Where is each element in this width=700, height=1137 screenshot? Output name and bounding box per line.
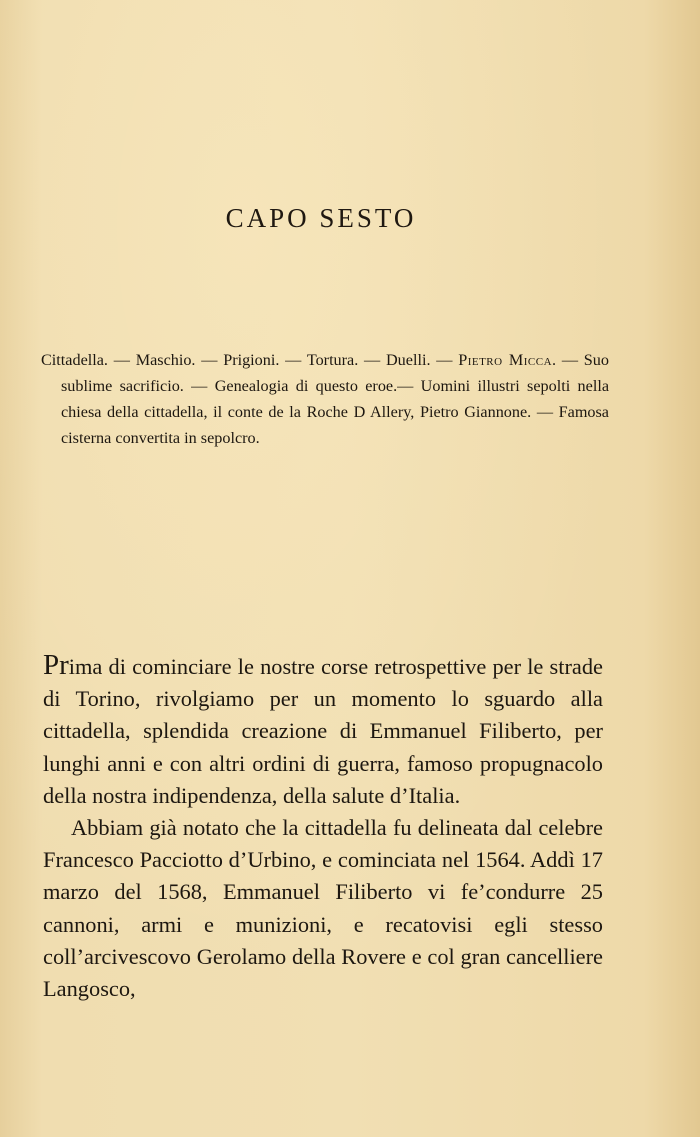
body-paragraph-1: [43, 651, 603, 812]
chapter-title: CAPO SESTO: [225, 203, 417, 233]
summary-text-part2: . — Suo sublime sacrificio. — Genealogia di questo eroe.— Uomini illustri sepolti nella chiesa della cittadella, il conte de la Roche D Allery, Pietro Giannone. — Famosa cisterna convertita in sepolcro.: [61, 351, 609, 447]
summary-text-part1: Cittadella. — Maschio. — Prigioni. — Tortura. — Duelli. —: [41, 351, 459, 369]
body-paragraph-2: Abbiam già notato che la cittadella fu delineata dal celebre Francesco Pacciotto d’Urbino, e cominciata nel 1564. Addì 17 marzo del 1568, Emmanuel Filiberto vi fe’condurre 25 cannoni, armi e munizioni, e recatovisi egli stesso coll’arcivescovo Gerolamo della Rovere e col gran cancelliere Langosco,: [43, 815, 603, 1002]
summary-name-smallcaps: Pietro Micca: [458, 351, 553, 369]
initial-letters: Pr: [43, 649, 69, 681]
chapter-summary: [41, 347, 609, 451]
body-text: [43, 651, 603, 1005]
paragraph-1-text: ima di cominciare le nostre corse retrospettive per le strade di Torino, rivolgiamo per un momento lo sguardo alla cittadella, splendida creazione di Emmanuel Filiberto, per lunghi anni e con altri ordini di guerra, famoso propugnacolo della nostra indipendenza, della salute d’Italia.: [43, 654, 603, 808]
summary-paragraph: [41, 347, 609, 451]
